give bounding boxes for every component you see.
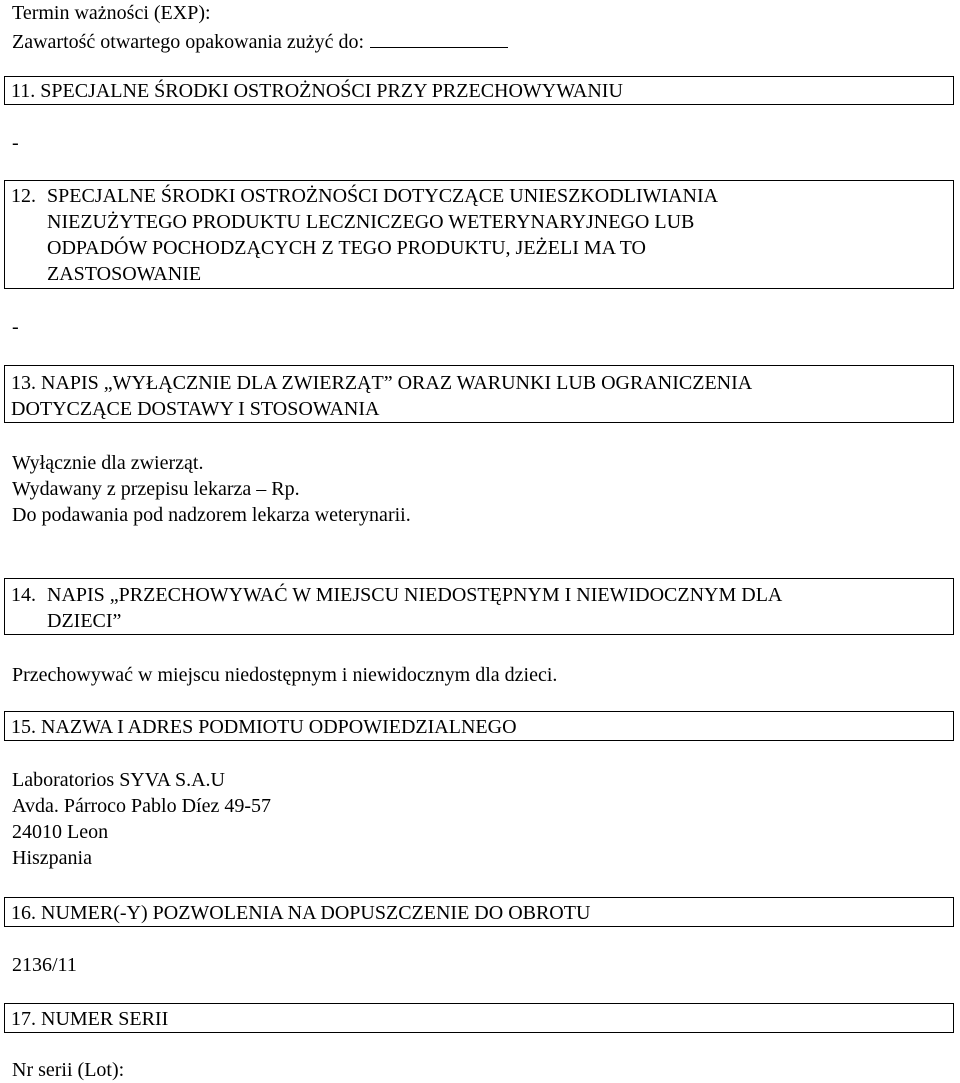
section-14-number: 14.	[11, 584, 36, 606]
section-16-heading-box	[4, 897, 954, 927]
section-12-heading-line-2: NIEZUŻYTEGO PRODUKTU LECZNICZEGO WETERYNARYJNEGO LUB	[47, 211, 695, 233]
section-16-heading: 16. NUMER(-Y) POZWOLENIA NA DOPUSZCZENIE DO OBROTU	[11, 902, 591, 924]
address-line-city: 24010 Leon	[12, 821, 109, 843]
opened-package-use-by-row	[12, 27, 508, 55]
fill-in-blank-line	[370, 27, 508, 48]
section-13-heading-line-1: 13. NAPIS „WYŁĄCZNIE DLA ZWIERZĄT” ORAZ WARUNKI LUB OGRANICZENIA	[11, 372, 753, 394]
section-14-heading-line-2: DZIECI”	[47, 610, 122, 632]
address-line-street: Avda. Párroco Pablo Díez 49-57	[12, 795, 272, 817]
section-13-body-line-1: Wyłącznie dla zwierząt.	[12, 452, 204, 474]
section-14-heading-box	[4, 578, 954, 635]
section-17-heading-box	[4, 1003, 954, 1033]
address-line-country: Hiszpania	[12, 847, 92, 869]
exp-label: Termin ważności (EXP):	[12, 2, 211, 24]
authorisation-number: 2136/11	[12, 954, 77, 976]
section-13-heading-line-2: DOTYCZĄCE DOSTAWY I STOSOWANIA	[11, 398, 380, 420]
section-13-heading-box	[4, 365, 954, 423]
section-14-body: Przechowywać w miejscu niedostępnym i niewidocznym dla dzieci.	[12, 664, 558, 686]
section-12-number: 12.	[11, 185, 36, 207]
section-13-body-line-3: Do podawania pod nadzorem lekarza weterynarii.	[12, 504, 411, 526]
section-17-heading: 17. NUMER SERII	[11, 1008, 169, 1030]
section-11-heading-box	[4, 76, 954, 105]
section-15-heading: 15. NAZWA I ADRES PODMIOTU ODPOWIEDZIALNEGO	[11, 716, 517, 738]
address-line-company: Laboratorios SYVA S.A.U	[12, 769, 225, 791]
section-14-heading-line-1: NAPIS „PRZECHOWYWAĆ W MIEJSCU NIEDOSTĘPNYM I NIEWIDOCZNYM DLA	[47, 584, 783, 606]
section-12-heading-box	[4, 180, 954, 289]
section-12-body: -	[12, 316, 19, 338]
section-12-heading-line-1: SPECJALNE ŚRODKI OSTROŻNOŚCI DOTYCZĄCE UNIESZKODLIWIANIA	[47, 185, 719, 207]
section-12-heading-line-3: ODPADÓW POCHODZĄCYCH Z TEGO PRODUKTU, JEŻELI MA TO	[47, 237, 646, 259]
section-15-heading-box	[4, 711, 954, 741]
section-11-body: -	[12, 132, 19, 154]
section-12-heading-line-4: ZASTOSOWANIE	[47, 263, 202, 285]
section-11-heading: 11. SPECJALNE ŚRODKI OSTROŻNOŚCI PRZY PRZECHOWYWANIU	[11, 80, 623, 102]
batch-number-label: Nr serii (Lot):	[12, 1059, 125, 1081]
opened-package-label: Zawartość otwartego opakowania zużyć do:	[12, 31, 365, 53]
section-13-body-line-2: Wydawany z przepisu lekarza – Rp.	[12, 478, 300, 500]
